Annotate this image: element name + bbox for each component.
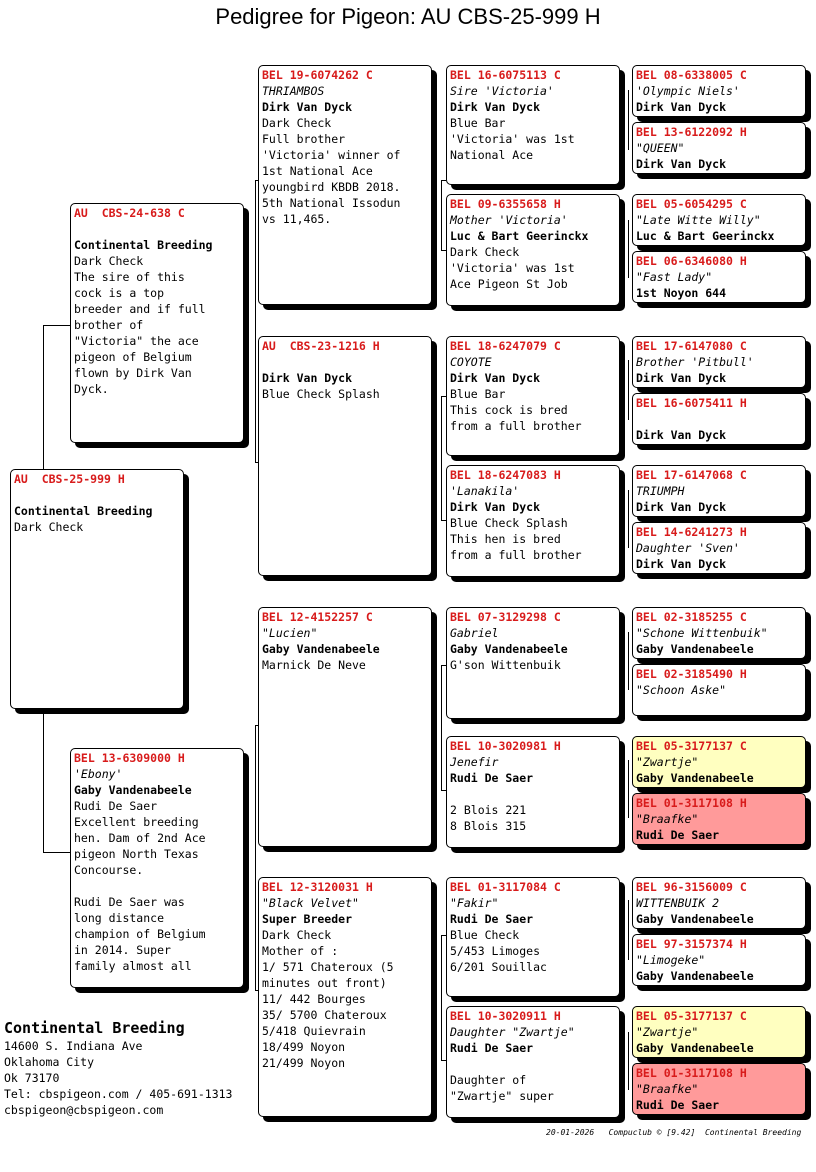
- breeder-name: Dirk Van Dyck: [636, 157, 727, 171]
- pigeon-note: 6/201 Souillac: [450, 960, 547, 974]
- pigeon-name: Daughter 'Sven': [636, 541, 740, 555]
- pigeon-note: 5/453 Limoges: [450, 944, 541, 958]
- pigeon-card-sds[interactable]: [446, 336, 620, 456]
- pigeon-note: in 2014. Super: [74, 943, 171, 957]
- ring-number: BEL 96-3156009 C: [636, 880, 747, 894]
- owner-contact-line: Tel: cbspigeon.com / 405-691-1313: [4, 1087, 233, 1101]
- pigeon-card-g1[interactable]: [632, 65, 806, 117]
- ring-number: BEL 19-6074262 C: [262, 68, 373, 82]
- pigeon-note: Dark Check: [74, 254, 144, 268]
- pigeon-name: "Late Witte Willy": [636, 213, 761, 227]
- breeder-name: Dirk Van Dyck: [636, 428, 727, 442]
- pigeon-card-ddd[interactable]: [446, 1006, 620, 1118]
- pigeon-note: Ace Pigeon St Job: [450, 277, 568, 291]
- pigeon-card-dam[interactable]: [70, 748, 244, 988]
- ring-number: BEL 06-6346080 H: [636, 254, 747, 268]
- ring-number: BEL 02-3185490 H: [636, 667, 747, 681]
- pigeon-name: "Zwartje": [636, 755, 699, 769]
- page-title: Pedigree for Pigeon: AU CBS-25-999 H: [215, 4, 601, 29]
- connector-line: [628, 90, 629, 150]
- pigeon-note: Concourse.: [74, 863, 144, 877]
- pigeon-card-g7[interactable]: [632, 465, 806, 517]
- ring-number: BEL 10-3020981 H: [450, 739, 561, 753]
- connector-line: [441, 396, 442, 520]
- pigeon-card-g6[interactable]: [632, 393, 806, 445]
- pigeon-note: [636, 411, 802, 427]
- breeder-name: Gaby Vandenabeele: [636, 1041, 754, 1055]
- pigeon-card-g3[interactable]: [632, 194, 806, 246]
- pigeon-note: family almost all: [74, 959, 192, 973]
- ring-number: BEL 12-3120031 H: [262, 880, 373, 894]
- pigeon-note: 5th National Issodun: [262, 196, 401, 210]
- ring-number: AU CBS-24-638 C: [74, 206, 185, 220]
- connector-line: [441, 665, 442, 790]
- pigeon-note: Mother of :: [262, 944, 339, 958]
- breeder-name: Gaby Vandenabeele: [636, 771, 754, 785]
- pigeon-note: 8 Blois 315: [450, 819, 527, 833]
- pigeon-card-ss[interactable]: [258, 65, 432, 305]
- pigeon-note: Blue Bar: [450, 387, 506, 401]
- owner-email-line: cbspigeon@cbspigeon.com: [4, 1103, 164, 1117]
- breeder-name: Gaby Vandenabeele: [636, 642, 754, 656]
- pigeon-card-dss[interactable]: [446, 607, 620, 719]
- pigeon-note: [74, 878, 240, 894]
- pigeon-note: champion of Belgium: [74, 927, 206, 941]
- ring-number: BEL 01-3117108 H: [636, 796, 747, 810]
- ring-number: BEL 02-3185255 C: [636, 610, 747, 624]
- pigeon-note: 35/ 5700 Chateroux: [262, 1008, 387, 1022]
- pigeon-name: TRIUMPH: [636, 484, 685, 498]
- pigeon-card-g13[interactable]: [632, 877, 806, 929]
- ring-number: BEL 17-6147080 C: [636, 339, 747, 353]
- pigeon-note: 18/499 Noyon: [262, 1040, 346, 1054]
- ring-number: BEL 08-6338005 C: [636, 68, 747, 82]
- pigeon-card-subject[interactable]: [10, 469, 184, 709]
- pigeon-note: flown by Dirk Van: [74, 366, 192, 380]
- connector-line: [628, 760, 629, 818]
- pigeon-note: G'son Wittenbuik: [450, 658, 561, 672]
- owner-name: Continental Breeding: [4, 1019, 185, 1037]
- pigeon-card-g15[interactable]: [632, 1006, 806, 1058]
- breeder-name: Luc & Bart Geerinckx: [450, 229, 589, 243]
- owner-address-line: 14600 S. Indiana Ave: [4, 1039, 143, 1053]
- pigeon-name: COYOTE: [450, 355, 492, 369]
- breeder-name: Super Breeder: [262, 912, 353, 926]
- pigeon-name: "Schone Wittenbuik": [636, 626, 768, 640]
- breeder-name: Gaby Vandenabeele: [74, 783, 192, 797]
- ring-number: BEL 01-3117108 H: [636, 1066, 747, 1080]
- pigeon-card-dsd[interactable]: [446, 736, 620, 848]
- pigeon-note: 21/499 Noyon: [262, 1056, 346, 1070]
- ring-number: BEL 10-3020911 H: [450, 1009, 561, 1023]
- ring-number: BEL 13-6122092 H: [636, 125, 747, 139]
- pigeon-card-ds[interactable]: [258, 607, 432, 847]
- pigeon-card-g2[interactable]: [632, 122, 806, 174]
- pigeon-note: pigeon North Texas: [74, 847, 199, 861]
- ring-number: BEL 16-6075411 H: [636, 396, 747, 410]
- pigeon-note: [450, 786, 616, 802]
- breeder-name: Rudi De Saer: [450, 1041, 534, 1055]
- pigeon-card-sss[interactable]: [446, 65, 620, 185]
- breeder-name: Dirk Van Dyck: [636, 371, 727, 385]
- breeder-name: 1st Noyon 644: [636, 286, 727, 300]
- ring-number: BEL 18-6247083 H: [450, 468, 561, 482]
- pigeon-note: 1/ 571 Chateroux (5: [262, 960, 394, 974]
- pigeon-card-ssd[interactable]: [446, 194, 620, 306]
- ring-number: BEL 01-3117084 C: [450, 880, 561, 894]
- connector-line: [628, 900, 629, 960]
- ring-number: BEL 14-6241273 H: [636, 525, 747, 539]
- pigeon-note: 'Victoria' winner of: [262, 148, 401, 162]
- breeder-name: Dirk Van Dyck: [636, 100, 727, 114]
- pigeon-card-g8[interactable]: [632, 522, 806, 574]
- ring-number: BEL 05-3177137 C: [636, 739, 747, 753]
- owner-block: [4, 1018, 232, 1118]
- pigeon-note: long distance: [74, 911, 165, 925]
- pigeon-note: Blue Check: [450, 928, 520, 942]
- pigeon-note: 1st National Ace: [262, 164, 373, 178]
- pigeon-card-g5[interactable]: [632, 336, 806, 388]
- pigeon-note: Dyck.: [74, 382, 109, 396]
- pigeon-name: Brother 'Pitbull': [636, 355, 754, 369]
- connector-line: [628, 490, 629, 548]
- pigeon-name: 'Lanakila': [450, 484, 520, 498]
- pigeon-note: brother of: [74, 318, 144, 332]
- connector-line: [628, 1032, 629, 1090]
- connector-line: [43, 325, 70, 326]
- breeder-name: Rudi De Saer: [450, 912, 534, 926]
- pigeon-note: Dark Check: [14, 520, 84, 534]
- pigeon-name: 'Olympic Niels': [636, 84, 740, 98]
- breeder-name: Dirk Van Dyck: [636, 557, 727, 571]
- breeder-name: Dirk Van Dyck: [262, 371, 353, 385]
- owner-zip-line: Ok 73170: [4, 1071, 60, 1085]
- breeder-name: Rudi De Saer: [450, 771, 534, 785]
- pigeon-name: WITTENBUIK 2: [636, 896, 720, 910]
- pigeon-note: Blue Check Splash: [262, 387, 380, 401]
- pigeon-note: 5/418 Quievrain: [262, 1024, 366, 1038]
- breeder-name: Dirk Van Dyck: [450, 371, 541, 385]
- pigeon-card-g4[interactable]: [632, 251, 806, 303]
- connector-line: [255, 180, 256, 462]
- pigeon-card-g10[interactable]: [632, 664, 806, 716]
- pigeon-card-g14[interactable]: [632, 934, 806, 986]
- breeder-name: Dirk Van Dyck: [636, 500, 727, 514]
- pigeon-name: "Schoon Aske": [636, 683, 727, 697]
- ring-number: BEL 05-6054295 C: [636, 197, 747, 211]
- pigeon-note: youngbird KBDB 2018.: [262, 180, 401, 194]
- pigeon-note: minutes out front): [262, 976, 387, 990]
- pigeon-note: [74, 221, 240, 237]
- pigeon-note: 2 Blois 221: [450, 803, 527, 817]
- pigeon-note: Dark Check: [262, 116, 332, 130]
- pigeon-note: Excellent breeding: [74, 815, 199, 829]
- breeder-name: Rudi De Saer: [636, 1098, 720, 1112]
- pigeon-note: "Zwartje" super: [450, 1089, 554, 1103]
- breeder-name: Dirk Van Dyck: [262, 100, 353, 114]
- pigeon-name: "Fast Lady": [636, 270, 713, 284]
- pigeon-name: "Black Velvet": [262, 896, 359, 910]
- connector-line: [628, 632, 629, 690]
- pigeon-note: Dark Check: [450, 245, 520, 259]
- pigeon-note: breeder and if full: [74, 302, 206, 316]
- breeder-name: Gaby Vandenabeele: [450, 642, 568, 656]
- connector-line: [441, 935, 442, 1060]
- pigeon-name: "Braafke": [636, 1082, 699, 1096]
- pigeon-note: 'Victoria' was 1st: [450, 132, 575, 146]
- ring-number: BEL 09-6355658 H: [450, 197, 561, 211]
- pigeon-name: Gabriel: [450, 626, 499, 640]
- pigeon-note: pigeon of Belgium: [74, 350, 192, 364]
- pigeon-card-dd[interactable]: [258, 877, 432, 1117]
- pigeon-card-g16[interactable]: [632, 1063, 806, 1115]
- pigeon-card-sd[interactable]: [258, 336, 432, 576]
- connector-line: [255, 725, 256, 990]
- breeder-name: Dirk Van Dyck: [450, 100, 541, 114]
- ring-number: BEL 13-6309000 H: [74, 751, 185, 765]
- breeder-name: Gaby Vandenabeele: [262, 642, 380, 656]
- pigeon-name: Daughter "Zwartje": [450, 1025, 575, 1039]
- pigeon-note: Blue Bar: [450, 116, 506, 130]
- pigeon-name: Jenefir: [450, 755, 499, 769]
- ring-number: BEL 07-3129298 C: [450, 610, 561, 624]
- pigeon-name: "Fakir": [450, 896, 499, 910]
- pigeon-note: from a full brother: [450, 548, 582, 562]
- breeder-name: Luc & Bart Geerinckx: [636, 229, 775, 243]
- ring-number: BEL 05-3177137 C: [636, 1009, 747, 1023]
- breeder-name: Gaby Vandenabeele: [636, 969, 754, 983]
- ring-number: BEL 97-3157374 H: [636, 937, 747, 951]
- pigeon-card-g11[interactable]: [632, 736, 806, 788]
- pigeon-note: "Victoria" the ace: [74, 334, 199, 348]
- connector-line: [628, 360, 629, 420]
- footer-stamp: 20-01-2026 Compuclub © [9.42] Continental Breeding: [546, 1128, 802, 1137]
- ring-number: BEL 12-4152257 C: [262, 610, 373, 624]
- ring-number: AU CBS-25-999 H: [14, 472, 125, 486]
- connector-line: [628, 220, 629, 278]
- pigeon-note: [262, 354, 428, 370]
- pigeon-name: "Lucien": [262, 626, 318, 640]
- pigeon-note: This cock is bred: [450, 403, 568, 417]
- ring-number: BEL 16-6075113 C: [450, 68, 561, 82]
- pigeon-card-dds[interactable]: [446, 877, 620, 997]
- pigeon-name: Sire 'Victoria': [450, 84, 554, 98]
- pigeon-note: Dark Check: [262, 928, 332, 942]
- pigeon-note: 11/ 442 Bourges: [262, 992, 366, 1006]
- pigeon-note: The sire of this: [74, 270, 185, 284]
- pigeon-note: [14, 487, 180, 503]
- connector-line: [441, 180, 442, 250]
- pigeon-note: This hen is bred: [450, 532, 561, 546]
- pigeon-note: Full brother: [262, 132, 346, 146]
- pigeon-note: Rudi De Saer: [74, 799, 158, 813]
- pigeon-note: [450, 1056, 616, 1072]
- pigeon-name: "Braafke": [636, 812, 699, 826]
- pigeon-note: from a full brother: [450, 419, 582, 433]
- pigeon-name: "Zwartje": [636, 1025, 699, 1039]
- ring-number: AU CBS-23-1216 H: [262, 339, 380, 353]
- breeder-name: Rudi De Saer: [636, 828, 720, 842]
- pigeon-note: Blue Check Splash: [450, 516, 568, 530]
- pigeon-note: cock is a top: [74, 286, 165, 300]
- pigeon-name: "Limogeke": [636, 953, 706, 967]
- ring-number: BEL 17-6147068 C: [636, 468, 747, 482]
- pigeon-card-g9[interactable]: [632, 607, 806, 659]
- breeder-name: Gaby Vandenabeele: [636, 912, 754, 926]
- pigeon-card-sire[interactable]: [70, 203, 244, 443]
- pigeon-card-g12[interactable]: [632, 793, 806, 845]
- pigeon-note: Rudi De Saer was: [74, 895, 185, 909]
- pigeon-note: 'Victoria' was 1st: [450, 261, 575, 275]
- connector-line: [43, 852, 70, 853]
- pigeon-card-sdd[interactable]: [446, 465, 620, 577]
- breeder-name: Continental Breeding: [74, 238, 213, 252]
- pigeon-note: Daughter of: [450, 1073, 527, 1087]
- pigeon-note: Marnick De Neve: [262, 658, 366, 672]
- breeder-name: Continental Breeding: [14, 504, 153, 518]
- pigeon-name: THRIAMBOS: [262, 84, 325, 98]
- pigeon-name: "QUEEN": [636, 141, 685, 155]
- pigeon-note: National Ace: [450, 148, 534, 162]
- pigeon-note: vs 11,465.: [262, 212, 332, 226]
- breeder-name: Dirk Van Dyck: [450, 500, 541, 514]
- owner-city-line: Oklahoma City: [4, 1055, 95, 1069]
- pigeon-name: 'Ebony': [74, 767, 123, 781]
- ring-number: BEL 18-6247079 C: [450, 339, 561, 353]
- pigeon-name: Mother 'Victoria': [450, 213, 568, 227]
- pigeon-note: hen. Dam of 2nd Ace: [74, 831, 206, 845]
